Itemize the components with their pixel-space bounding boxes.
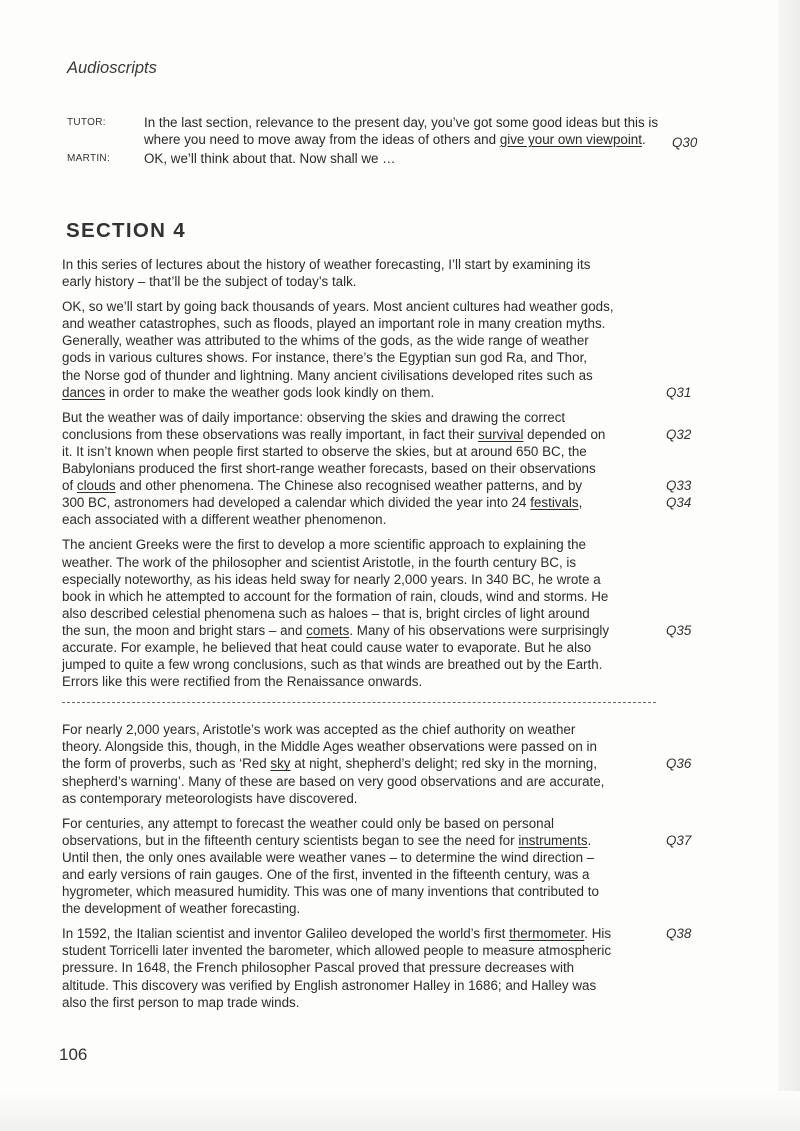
text-line	[62, 883, 662, 900]
paragraph	[62, 721, 692, 806]
text-line	[62, 639, 662, 656]
text-run: theory. Alongside this, though, in the Middle Ages weather observations were passed on in	[62, 739, 597, 755]
text-line	[62, 571, 662, 588]
text-run: depended on	[523, 426, 606, 442]
underlined-answer: clouds	[76, 478, 116, 494]
question-marker: Q33	[666, 478, 692, 494]
text-run: .	[587, 832, 592, 848]
text-line	[62, 755, 662, 772]
text-run: For nearly 2,000 years, Aristotle’s work was accepted as the chief authority on weather	[62, 722, 576, 738]
text-run: at night, shepherd’s delight; red sky in the morning,	[290, 756, 597, 772]
text-run: 300 BC, astronomers had developed a calendar which divided the year into 24	[62, 495, 531, 511]
text-run: gods in various cultures shows. For instance, there’s the Egyptian sun god Ra, and Thor,	[62, 350, 588, 366]
question-marker: Q30	[672, 135, 698, 150]
text-run: also described celestial phenomena such as haloes – that is, bright circles of light around	[62, 605, 590, 621]
text-run: the Norse god of thunder and lightning. Many ancient civilisations developed rites such as	[62, 367, 593, 383]
text-line	[62, 315, 662, 332]
text-run: The ancient Greeks were the first to develop a more scientific approach to explaining the	[62, 537, 587, 553]
page-shadow	[0, 1091, 800, 1131]
speech-text	[144, 150, 664, 167]
text-line	[62, 790, 662, 807]
page-edge	[778, 0, 800, 1131]
text-run: Generally, weather was attributed to the whims of the gods, as the wide range of weather	[62, 333, 589, 349]
text-run: book in which he attempted to account for the formation of rain, clouds, wind and storms. He	[62, 588, 609, 604]
text-line	[62, 460, 662, 477]
text-line	[62, 656, 662, 673]
text-run: in order to make the weather gods look kindly on them.	[105, 384, 435, 400]
text-run: .	[641, 132, 646, 147]
text-run: ,	[578, 495, 583, 511]
question-marker: Q38	[666, 926, 692, 942]
lecture-text	[62, 256, 692, 1019]
text-run: conclusions from these observations was really important, in fact their	[62, 426, 479, 442]
paragraph	[62, 409, 692, 529]
text-run: hygrometer, which measured humidity. This was one of many inventions that contributed to	[62, 884, 599, 900]
speaker-label: MARTIN:	[67, 153, 111, 164]
text-line	[62, 849, 662, 866]
text-run: especially noteworthy, as his ideas held sway for nearly 2,000 years. In 340 BC, he wrote a	[62, 571, 601, 587]
paragraph	[62, 536, 692, 690]
underlined-answer: give your own viewpoint	[499, 132, 642, 147]
text-run: the form of proverbs, such as ‘Red	[62, 756, 271, 772]
text-line	[62, 673, 662, 690]
text-line	[62, 815, 662, 832]
text-run: the sun, the moon and bright stars – and	[62, 622, 307, 638]
text-run: and other phenomena. The Chinese also recognised weather patterns, and by	[115, 478, 583, 494]
question-marker: Q34	[666, 495, 692, 511]
text-run: OK, so we’ll start by going back thousands of years. Most ancient cultures had weather gods,	[62, 299, 614, 315]
text-line	[62, 959, 662, 976]
paragraph	[62, 925, 692, 1010]
text-run: it. It isn’t known when people first started to observe the skies, but at around 650 BC, the	[62, 443, 587, 459]
dialogue-line	[67, 150, 717, 167]
text-run: . Many of his observations were surprisingly	[349, 622, 610, 638]
dashed-divider	[62, 702, 656, 703]
text-run: and weather catastrophes, such as floods, played an important role in many creation myths.	[62, 316, 606, 332]
text-line	[62, 256, 662, 273]
text-run: also the first person to map trade winds.	[62, 994, 300, 1010]
question-marker: Q31	[666, 384, 692, 400]
text-line	[62, 554, 662, 571]
text-run: In this series of lectures about the history of weather forecasting, I’ll start by examining its	[62, 257, 591, 272]
question-marker: Q36	[666, 756, 692, 772]
text-run: Babylonians produced the first short-range weather forecasts, based on their observations	[62, 461, 596, 477]
text-line	[62, 977, 662, 994]
text-run: Until then, the only ones available were weather vanes – to determine the wind direction –	[62, 849, 595, 865]
question-marker: Q37	[666, 832, 692, 848]
text-line	[62, 588, 662, 605]
running-header: Audioscripts	[67, 59, 157, 77]
text-line	[62, 866, 662, 883]
text-run: as contemporary meteorologists have discovered.	[62, 790, 358, 806]
paragraph	[62, 256, 662, 290]
underlined-answer: comets	[306, 622, 350, 638]
text-run: accurate. For example, he believed that heat could cause water to evaporate. But he also	[62, 639, 592, 655]
text-run: early history – that’ll be the subject of today’s talk.	[62, 274, 357, 290]
text-line	[62, 426, 662, 443]
text-run: student Torricelli later invented the barometer, which allowed people to measure atmospheric	[62, 943, 612, 959]
text-line	[62, 443, 662, 460]
question-marker: Q35	[666, 622, 692, 638]
text-run: Errors like this were rectified from the Renaissance onwards.	[62, 674, 423, 690]
text-run: In 1592, the Italian scientist and inventor Galileo developed the world’s first	[62, 926, 510, 942]
text-line	[62, 367, 662, 384]
text-line	[62, 332, 662, 349]
text-line	[62, 477, 662, 494]
text-line	[62, 298, 662, 315]
question-marker: Q32	[666, 426, 692, 442]
speech-text	[144, 114, 664, 148]
text-line	[62, 994, 662, 1011]
text-line	[62, 832, 662, 849]
text-line	[62, 605, 662, 622]
text-line	[62, 900, 662, 917]
text-line	[62, 721, 662, 738]
text-run: weather. The work of the philosopher and scientist Aristotle, in the fourth century BC, is	[62, 554, 577, 570]
underlined-answer: survival	[478, 426, 524, 442]
text-run: each associated with a different weather phenomenon.	[62, 512, 387, 528]
underlined-answer: thermometer	[509, 926, 585, 942]
paragraph	[62, 815, 692, 918]
text-run: But the weather was of daily importance: observing the skies and drawing the correct	[62, 409, 566, 425]
text-line	[62, 494, 662, 511]
speaker-label: TUTOR:	[67, 117, 106, 128]
text-run: observations, but in the fifteenth century scientists began to see the need for	[62, 832, 519, 848]
text-run: OK, we’ll think about that. Now shall we …	[144, 151, 396, 166]
text-line	[62, 773, 662, 790]
dialogue-line	[67, 114, 717, 148]
text-run: the development of weather forecasting.	[62, 901, 301, 917]
text-run: For centuries, any attempt to forecast the weather could only be based on personal	[62, 815, 555, 831]
text-run: pressure. In 1648, the French philosopher Pascal proved that pressure decreases with	[62, 960, 575, 976]
text-line	[62, 622, 662, 639]
text-line	[62, 925, 662, 942]
underlined-answer: sky	[270, 756, 291, 772]
text-line	[62, 942, 662, 959]
underlined-answer: dances	[62, 384, 106, 400]
text-run: . His	[584, 926, 612, 942]
dialogue-block	[67, 114, 717, 169]
text-line	[62, 349, 662, 366]
text-line	[62, 738, 662, 755]
text-line	[62, 273, 662, 290]
text-line	[62, 511, 662, 528]
text-line	[62, 409, 662, 426]
underlined-answer: instruments	[518, 832, 588, 848]
text-run: In the last section, relevance to the present day, you’ve got some good ideas but this is where you need to move away from the ideas of others and	[144, 115, 659, 147]
underlined-answer: festivals	[530, 495, 579, 511]
text-run: shepherd’s warning’. Many of these are based on very good observations and are accurate,	[62, 773, 605, 789]
text-run: jumped to quite a few wrong conclusions, such as that winds are breathed out by the Earth.	[62, 657, 603, 673]
text-run: and early versions of rain gauges. One of the first, invented in the fifteenth century, was a	[62, 867, 590, 882]
page-number: 106	[59, 1045, 88, 1064]
text-run: of	[62, 478, 77, 494]
text-line	[62, 384, 662, 401]
text-run: altitude. This discovery was verified by English astronomer Halley in 1686; and Halley was	[62, 977, 597, 993]
text-line	[62, 536, 662, 553]
section-title: SECTION 4	[66, 219, 186, 242]
paragraph	[62, 298, 692, 401]
